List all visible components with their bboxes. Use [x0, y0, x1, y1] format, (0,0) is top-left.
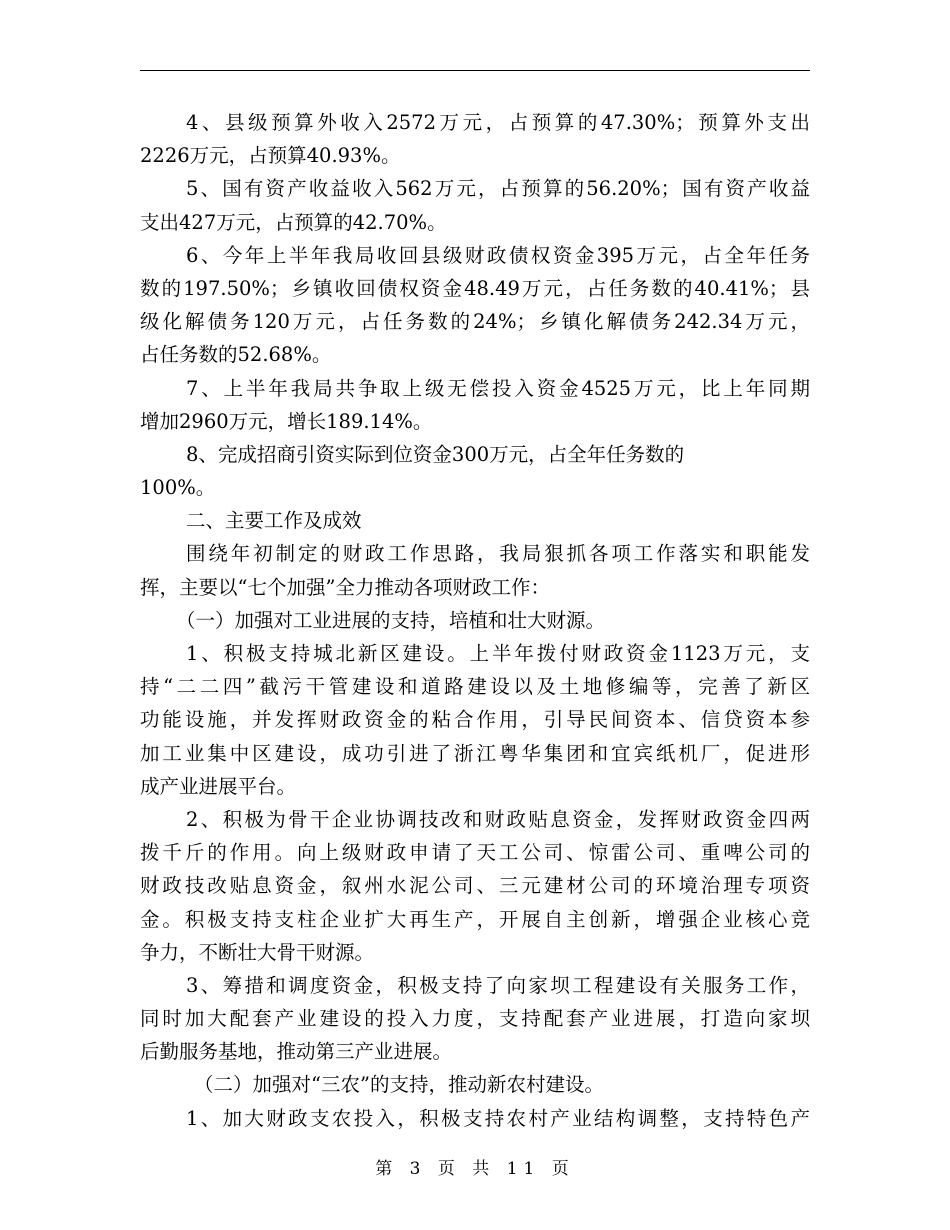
paragraph-line: 持“二二四”截污干管建设和道路建设以及土地修编等，完善了新区	[140, 675, 810, 699]
paragraph-line: 增加2960万元，增长189.14%。	[140, 409, 433, 433]
paragraph-line: 围绕年初制定的财政工作思路，我局狠抓各项工作落实和职能发	[186, 542, 810, 566]
paragraph-line: 级化解债务120万元，占任务数的24%；乡镇化解债务242.34万元，	[140, 310, 810, 334]
paragraph-line: 3、筹措和调度资金，积极支持了向家坝工程建设有关服务工作，	[186, 973, 810, 997]
paragraph-line: 2、积极为骨干企业协调技改和财政贴息资金，发挥财政资金四两	[186, 807, 810, 831]
paragraph-line: 金。积极支持支柱企业扩大再生产，开展自主创新，增强企业核心竞	[140, 907, 810, 931]
paragraph-line: 100%。	[140, 476, 216, 500]
paragraph-line: 功能设施，并发挥财政资金的粘合作用，引导民间资本、信贷资本参	[140, 708, 810, 732]
section-heading: 二、主要工作及成效	[186, 509, 362, 533]
paragraph-line: 1、加大财政支农投入，积极支持农村产业结构调整，支持特色产	[186, 1106, 810, 1130]
subsection-heading: （二）加强对“三农”的支持，推动新农村建设。	[194, 1073, 604, 1097]
paragraph-line: 4、县级预算外收入2572万元，占预算的47.30%；预算外支出	[186, 111, 810, 134]
paragraph-line: 2226万元，占预算40.93%。	[140, 144, 401, 168]
paragraph-line: 5、国有资产收益收入562万元，占预算的56.20%；国有资产收益	[186, 177, 810, 201]
header-rule	[140, 70, 810, 71]
paragraph-line: 支出427万元，占预算的42.70%。	[140, 210, 447, 234]
paragraph-line: 争力，不断壮大骨干财源。	[140, 940, 375, 964]
paragraph-line: 1、积极支持城北新区建设。上半年拨付财政资金1123万元，支	[186, 642, 810, 665]
paragraph-line: 拨千斤的作用。向上级财政申请了天工公司、惊雷公司、重啤公司的	[140, 841, 810, 865]
subsection-heading: （一）加强对工业进展的支持，培植和壮大财源。	[176, 608, 606, 632]
page-number-footer: 第 3 页 共 11 页	[375, 1159, 575, 1179]
paragraph-line: 8、完成招商引资实际到位资金300万元，占全年任务数的	[186, 442, 685, 466]
paragraph-line: 占任务数的52.68%。	[140, 343, 332, 367]
paragraph-line: 财政技改贴息资金，叙州水泥公司、三元建材公司的环境治理专项资	[140, 874, 810, 898]
paragraph-line: 7、上半年我局共争取上级无偿投入资金4525万元，比上年同期	[186, 376, 810, 400]
paragraph-line: 挥，主要以“七个加强”全力推动各项财政工作：	[140, 575, 550, 599]
paragraph-line: 6、今年上半年我局收回县级财政债权资金395万元，占全年任务	[186, 243, 810, 267]
paragraph-line: 成产业进展平台。	[140, 774, 297, 798]
paragraph-line: 后勤服务基地，推动第三产业进展。	[140, 1040, 453, 1064]
document-body	[140, 106, 810, 1135]
paragraph-line: 同时加大配套产业建设的投入力度，支持配套产业进展，打造向家坝	[140, 1007, 810, 1031]
paragraph-line: 加工业集中区建设，成功引进了浙江粤华集团和宜宾纸机厂，促进形	[140, 741, 810, 765]
paragraph-line: 数的197.50%；乡镇收回债权资金48.49万元，占任务数的40.41%；县	[140, 276, 810, 300]
